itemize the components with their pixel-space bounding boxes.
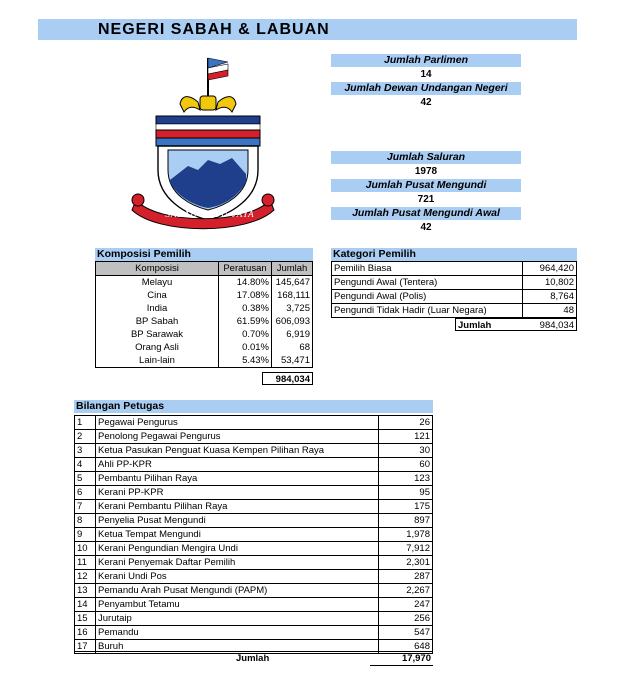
- table-row: [75, 612, 433, 626]
- cell: 15: [75, 612, 96, 626]
- emblem-motto: SABAH MAJU JAYA: [165, 209, 255, 219]
- cell: 256: [379, 612, 433, 626]
- table-row: [332, 290, 577, 304]
- cell: 897: [379, 514, 433, 528]
- komposisi-table: [95, 261, 313, 368]
- cell: 3: [75, 444, 96, 458]
- cell: Penyelia Pusat Mengundi: [96, 514, 379, 528]
- cell: 6: [75, 486, 96, 500]
- cell: Pengundi Awal (Polis): [332, 290, 523, 304]
- cell: Melayu: [96, 276, 219, 290]
- petugas-total-underline: [370, 665, 433, 666]
- cell: 17: [75, 640, 96, 654]
- cell: 175: [379, 500, 433, 514]
- table-row: [96, 354, 313, 368]
- cell: Kerani Penyemak Daftar Pemilih: [96, 556, 379, 570]
- cell: 5: [75, 472, 96, 486]
- table-row: [75, 514, 433, 528]
- table-row: [75, 528, 433, 542]
- komposisi-header-jumlah: Jumlah: [272, 262, 313, 276]
- cell: 247: [379, 598, 433, 612]
- cell: 2,301: [379, 556, 433, 570]
- cell: 606,093: [272, 315, 313, 328]
- table-row: [96, 315, 313, 328]
- cell: 145,647: [272, 276, 313, 290]
- cell: Pengundi Tidak Hadir (Luar Negara): [332, 304, 523, 318]
- parlimen-label: Jumlah Parlimen: [331, 54, 521, 67]
- cell: 26: [379, 416, 433, 430]
- cell: 7: [75, 500, 96, 514]
- table-row: [75, 598, 433, 612]
- saluran-value: 1978: [414, 166, 438, 177]
- table-row: [75, 472, 433, 486]
- petugas-total-label: Jumlah: [236, 653, 270, 664]
- cell: 3,725: [272, 302, 313, 315]
- cell: Pemandu Arah Pusat Mengundi (PAPM): [96, 584, 379, 598]
- cell: 48: [523, 304, 577, 318]
- cell: 53,471: [272, 354, 313, 368]
- komposisi-total: 984,034: [262, 372, 313, 385]
- cell: Jurutaip: [96, 612, 379, 626]
- cell: Ketua Pasukan Penguat Kuasa Kempen Pilihan Raya: [96, 444, 379, 458]
- saluran-label: Jumlah Saluran: [331, 151, 521, 164]
- cell: 1,978: [379, 528, 433, 542]
- sabah-emblem: [128, 50, 278, 230]
- table-row: [75, 444, 433, 458]
- page-title: NEGERI SABAH & LABUAN: [98, 21, 330, 38]
- cell: 1: [75, 416, 96, 430]
- cell: 95: [379, 486, 433, 500]
- cell: 68: [272, 341, 313, 354]
- table-row: [75, 486, 433, 500]
- cell: 13: [75, 584, 96, 598]
- cell: Pemilih Biasa: [332, 262, 523, 276]
- cell: 7,912: [379, 542, 433, 556]
- parlimen-value: 14: [420, 69, 432, 80]
- cell: Kerani Pengundian Mengira Undi: [96, 542, 379, 556]
- cell: 0.38%: [219, 302, 272, 315]
- cell: Ahli PP-KPR: [96, 458, 379, 472]
- dun-label: Jumlah Dewan Undangan Negeri: [331, 82, 521, 95]
- table-row: [332, 276, 577, 290]
- cell: BP Sabah: [96, 315, 219, 328]
- petugas-total-value: 17,970: [401, 653, 431, 664]
- cell: 2: [75, 430, 96, 444]
- kategori-total-box: [455, 318, 577, 331]
- cell: 547: [379, 626, 433, 640]
- cell: 14: [75, 598, 96, 612]
- petugas-title: Bilangan Petugas: [74, 400, 433, 413]
- cell: BP Sarawak: [96, 328, 219, 341]
- table-row: [332, 304, 577, 318]
- cell: Kerani PP-KPR: [96, 486, 379, 500]
- cell: Pegawai Pengurus: [96, 416, 379, 430]
- table-row: [75, 430, 433, 444]
- cell: Kerani Pembantu Pilihan Raya: [96, 500, 379, 514]
- cell: 16: [75, 626, 96, 640]
- table-row: [75, 542, 433, 556]
- cell: Buruh: [96, 640, 379, 654]
- cell: Cina: [96, 289, 219, 302]
- table-row: [75, 556, 433, 570]
- cell: Ketua Tempat Mengundi: [96, 528, 379, 542]
- cell: Lain-lain: [96, 354, 219, 368]
- cell: 11: [75, 556, 96, 570]
- cell: 9: [75, 528, 96, 542]
- cell: 12: [75, 570, 96, 584]
- table-row: [96, 289, 313, 302]
- table-row: [96, 328, 313, 341]
- cell: 10: [75, 542, 96, 556]
- cell: 8,764: [523, 290, 577, 304]
- cell: 6,919: [272, 328, 313, 341]
- awal-value: 42: [420, 222, 432, 233]
- cell: 287: [379, 570, 433, 584]
- table-row: [96, 341, 313, 354]
- cell: 61.59%: [219, 315, 272, 328]
- table-row: [75, 458, 433, 472]
- cell: 60: [379, 458, 433, 472]
- cell: 5.43%: [219, 354, 272, 368]
- awal-label: Jumlah Pusat Mengundi Awal: [331, 207, 521, 220]
- cell: 0.70%: [219, 328, 272, 341]
- kategori-total-label: Jumlah: [458, 320, 492, 331]
- table-row: [75, 416, 433, 430]
- cell: Kerani Undi Pos: [96, 570, 379, 584]
- petugas-table: [74, 415, 433, 654]
- komposisi-title: Komposisi Pemilih: [95, 248, 313, 261]
- table-row: [96, 302, 313, 315]
- cell: 168,111: [272, 289, 313, 302]
- cell: 8: [75, 514, 96, 528]
- cell: 0.01%: [219, 341, 272, 354]
- kategori-table: [331, 261, 577, 318]
- cell: India: [96, 302, 219, 315]
- cell: Pemandu: [96, 626, 379, 640]
- cell: Pembantu Pilihan Raya: [96, 472, 379, 486]
- table-row: [75, 584, 433, 598]
- table-row: [75, 500, 433, 514]
- komposisi-header-komposisi: Komposisi: [96, 262, 219, 276]
- cell: 648: [379, 640, 433, 654]
- table-row: [332, 262, 577, 276]
- cell: Pengundi Awal (Tentera): [332, 276, 523, 290]
- cell: 4: [75, 458, 96, 472]
- cell: 964,420: [523, 262, 577, 276]
- kategori-title: Kategori Pemilih: [331, 248, 577, 261]
- cell: 30: [379, 444, 433, 458]
- cell: 121: [379, 430, 433, 444]
- cell: 123: [379, 472, 433, 486]
- pusat-label: Jumlah Pusat Mengundi: [331, 179, 521, 192]
- cell: Penyambut Tetamu: [96, 598, 379, 612]
- cell: Penolong Pegawai Pengurus: [96, 430, 379, 444]
- cell: 14.80%: [219, 276, 272, 290]
- dun-value: 42: [420, 97, 432, 108]
- komposisi-header-peratusan: Peratusan: [219, 262, 272, 276]
- cell: Orang Asli: [96, 341, 219, 354]
- cell: 10,802: [523, 276, 577, 290]
- cell: 2,267: [379, 584, 433, 598]
- table-row: [75, 626, 433, 640]
- pusat-value: 721: [417, 194, 435, 205]
- table-row: [75, 570, 433, 584]
- kategori-total-value: 984,034: [539, 320, 574, 331]
- cell: 17.08%: [219, 289, 272, 302]
- table-row: [96, 276, 313, 290]
